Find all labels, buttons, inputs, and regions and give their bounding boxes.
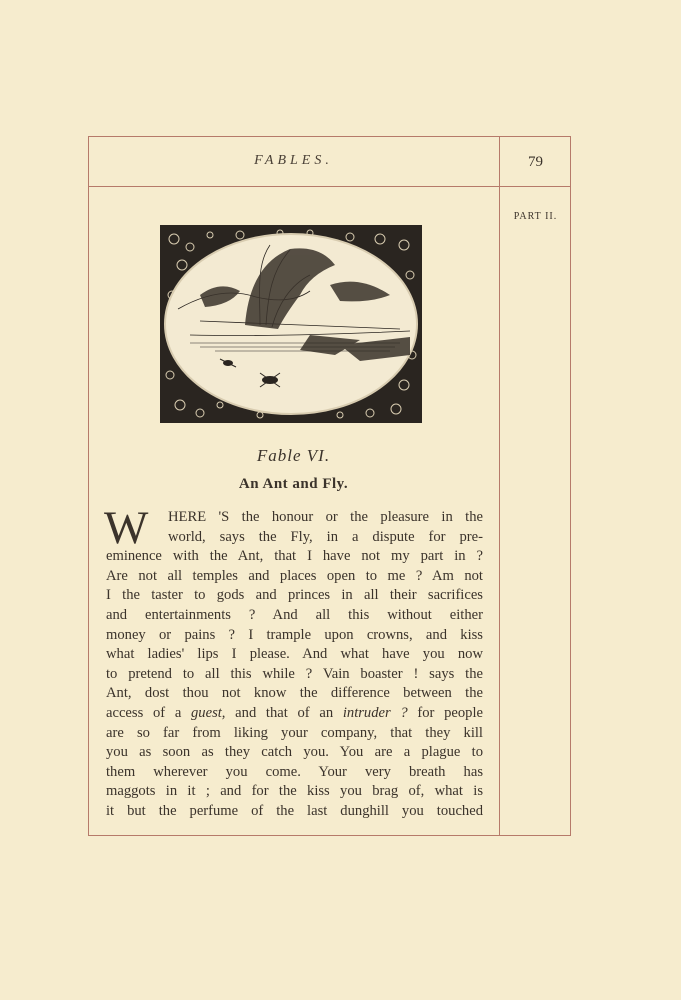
drop-cap: W: [104, 502, 149, 554]
header-rule: [88, 186, 571, 187]
text-line: to pretend to all this while ? Vain boaster ! says the: [106, 665, 483, 682]
emphasis-guest: guest,: [191, 704, 226, 721]
margin-rule: [499, 136, 500, 836]
emphasis-intruder: intruder ?: [342, 704, 408, 721]
text-line: money or pains ? I trample upon crowns, and kiss: [106, 626, 483, 643]
text-line: [106, 704, 483, 724]
fable-title: An Ant and Fly.: [238, 476, 349, 492]
fable-illustration: [160, 225, 422, 423]
text-segment: for people: [407, 704, 483, 721]
text-line: HERE 'S the honour or the pleasure in the: [168, 509, 483, 525]
text-segment: access of a: [106, 704, 191, 721]
text-line: Are not all temples and places open to me ? Am not: [106, 567, 483, 584]
text-line: maggots in it ; and for the kiss you brag of, what is: [106, 783, 483, 800]
text-line: world, says the Fly, in a dispute for pre-: [168, 528, 483, 545]
fable-number: Fable VI.: [256, 446, 331, 465]
text-line: what ladies' lips I please. And what have you now: [106, 646, 483, 663]
fable-text: [104, 502, 483, 822]
text-line: I the taster to gods and princes in all their sacrifices: [106, 587, 483, 604]
text-line: eminence with the Ant, that I have not my part in ?: [106, 548, 483, 565]
text-segment: and that of an: [225, 704, 343, 721]
text-line: it but the perfume of the last dunghill you touched: [106, 802, 483, 819]
text-line: and entertainments ? And all this without either: [106, 606, 483, 623]
running-head: FABLES.: [254, 153, 333, 168]
page-number: 79: [528, 154, 543, 170]
text-line: Ant, dost thou not know the difference between the: [106, 685, 483, 702]
text-line: you as soon as they catch you. You are a plague to: [106, 744, 483, 761]
text-line: them wherever you come. Your very breath has: [106, 763, 483, 780]
side-note: PART II.: [513, 211, 558, 222]
text-line: are so far from liking your company, that they kill: [106, 724, 483, 741]
